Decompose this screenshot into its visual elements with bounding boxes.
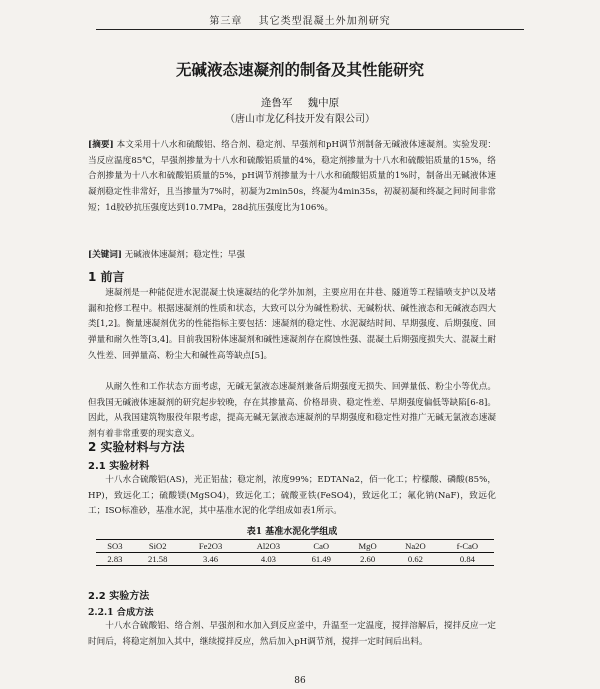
cement-composition-table xyxy=(96,539,494,566)
table-cell: 0.84 xyxy=(441,553,494,566)
abstract xyxy=(88,138,496,217)
chapter-title: 其它类型混凝土外加剂研究 xyxy=(258,16,391,27)
materials-paragraph: 十八水合硫酸铝(AS)，光正铝盐；稳定剂，浓度99%；EDTANa2，佰一化工；柠檬酸、磷酸(85%，HP)，致远化工；硫酸镁(MgSO4)，致远化工；硫酸亚铁(FeSO4)，致远化工；氟化钠(NaF)，致远化工；ISO标准砂，基准水泥，其中基准水泥的化学组成如表1所示。 xyxy=(88,475,496,517)
abstract-text: 本文采用十八水和硫酸铝、络合剂、稳定剂、早强剂和pH调节剂制备无碱液体速凝剂。实验发现：当反应温度85℃，早强剂掺量为十八水和硫酸铝质量的4%，稳定剂掺量为十八水和硫酸铝质量的15%，络合剂掺量为十八水和硫酸铝质量的5%，pH调节剂掺量为十八水和硫酸铝质量的1%时，制备出无碱液体速凝剂稳定性非常好，且当掺量为7%时，初凝为2min50s，终凝为4min35s，初凝初凝和终凝之间时间非常短；1d胶砂抗压强度达到10.7MPa，28d抗压强度比为106%。 xyxy=(88,140,497,213)
running-head xyxy=(0,12,600,27)
abstract-label: [摘要] xyxy=(88,140,114,150)
subsection-heading: 2.2 实验方法 xyxy=(88,591,150,602)
subsection-heading: 2.1 实验材料 xyxy=(88,461,150,472)
table-cell: 0.62 xyxy=(390,553,441,566)
column-header: Al2O3 xyxy=(239,540,297,553)
table-cell: 3.46 xyxy=(182,553,240,566)
keywords-text: 无碱液体速凝剂；稳定性；早强 xyxy=(124,250,245,260)
page-number: 86 xyxy=(294,676,306,686)
section-heading: 2 实验材料与方法 xyxy=(88,440,185,454)
intro-paragraph: 速凝剂是一种能促进水泥混凝土快速凝结的化学外加剂，主要应用在井巷、隧道等工程锚喷支护以及堵漏和抢修工程中。根据速凝剂的性质和状态，大致可以分为碱性粉状、无碱粉状、碱性液态和无碱液态四大类[1,2]。衡量速凝剂优劣的性能指标主要包括：速凝剂的稳定性、水泥凝结时间、早期强度、后期强度、回弹量和耐久性等[3,4]。目前我国粉体速凝剂和碱性速凝剂存在腐蚀性强、混凝土后期强度损失大、混凝土耐久性差、回弹量高、粉尘大和碱性高等缺点[5]。 xyxy=(88,288,496,361)
table-row xyxy=(96,553,494,566)
method-paragraph: 十八水合硫酸铝、络合剂、早强剂和水加入到反应釜中，升温至一定温度，搅拌溶解后，搅拌反应一定时间后，将稳定剂加入其中，继续搅拌反应，然后加入pH调节剂，搅拌一定时间后出料。 xyxy=(88,621,496,647)
table-cell: 61.49 xyxy=(297,553,345,566)
table-cell: 2.60 xyxy=(345,553,390,566)
keywords-label: [关键词] xyxy=(88,250,122,260)
intro-paragraph: 从耐久性和工作状态方面考虑，无碱无氯液态速凝剂兼备后期强度无损失、回弹量低、粉尘小等优点。但我国无碱液体速凝剂的研究起步较晚，存在其掺量高、价格昂贵、稳定性差、早期强度偏低等缺陷[6-8]。因此，从我国建筑物服役年限考虑，提高无碱无氯液态速凝剂的早期强度和稳定性对推广无碱无氯液态速凝剂有着非常重要的现实意义。 xyxy=(88,382,496,440)
keywords xyxy=(88,248,496,264)
column-header: f-CaO xyxy=(441,540,494,553)
column-header: MgO xyxy=(345,540,390,553)
subsubsection-heading: 2.2.1 合成方法 xyxy=(88,607,154,618)
table-header-row xyxy=(96,540,494,553)
header-rule xyxy=(96,29,524,30)
column-header: CaO xyxy=(297,540,345,553)
column-header: Fe2O3 xyxy=(182,540,240,553)
column-header: SO3 xyxy=(96,540,134,553)
column-header: Na2O xyxy=(390,540,441,553)
article-title: 无碱液态速凝剂的制备及其性能研究 xyxy=(175,61,424,79)
table-cell: 4.03 xyxy=(239,553,297,566)
chapter-label: 第三章 xyxy=(209,16,243,27)
author-list xyxy=(0,95,600,110)
author-name: 逄鲁军 xyxy=(260,97,293,109)
section-heading: 1 前言 xyxy=(88,270,125,284)
author-name: 魏中原 xyxy=(307,97,340,109)
table-cell: 2.83 xyxy=(96,553,134,566)
table-cell: 21.58 xyxy=(134,553,182,566)
column-header: SiO2 xyxy=(134,540,182,553)
author-affiliation: （唐山市龙亿科技开发有限公司） xyxy=(225,114,375,125)
table-caption: 表1 基准水泥化学组成 xyxy=(246,527,338,537)
